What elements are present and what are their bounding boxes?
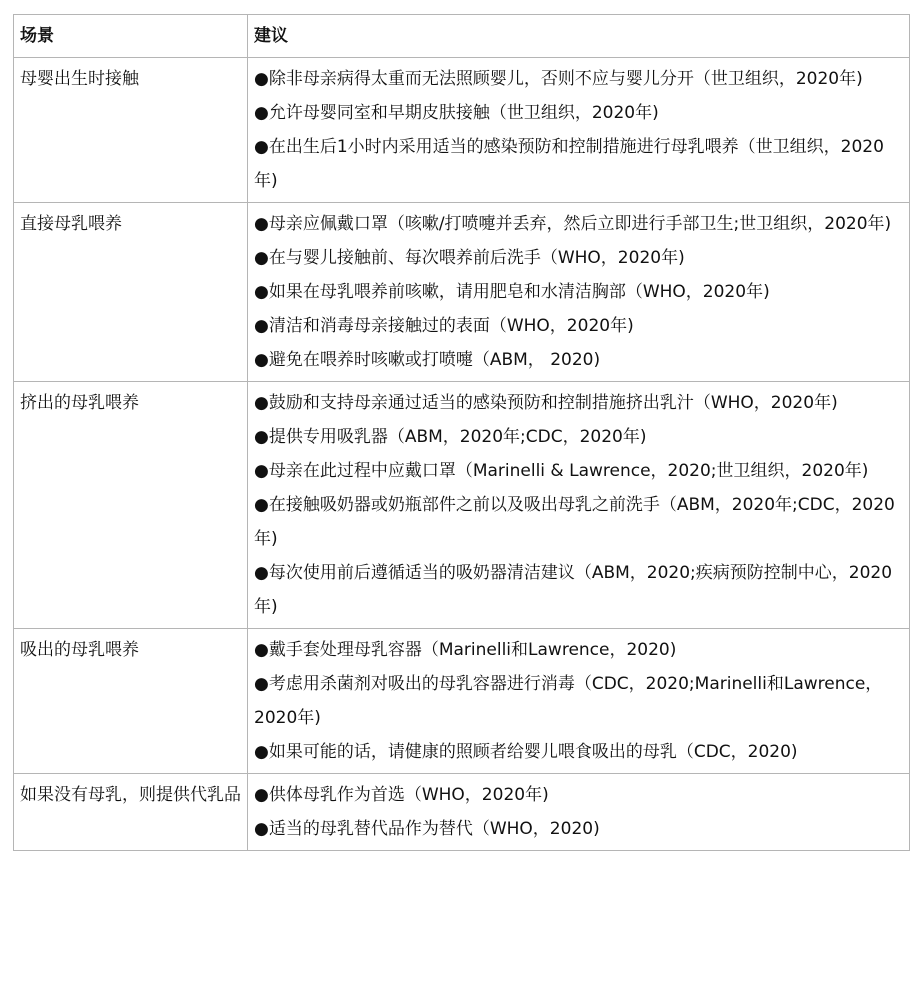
recommendation-item: ●在接触吸奶器或奶瓶部件之前以及吸出母乳之前洗手（ABM，2020年;CDC，2020年) [254, 495, 895, 549]
recommendation-item: ●供体母乳作为首选（WHO，2020年) [254, 785, 549, 805]
recommendation-item: ●戴手套处理母乳容器（Marinelli和Lawrence，2020) [254, 640, 677, 660]
recommendations-table [13, 14, 910, 851]
recommendations-cell [248, 774, 910, 851]
header-row [14, 15, 910, 58]
scenario-cell: 母婴出生时接触 [14, 58, 248, 203]
table-row [14, 382, 910, 629]
recommendations-cell [248, 203, 910, 382]
recommendation-item: ●允许母婴同室和早期皮肤接触（世卫组织，2020年) [254, 103, 659, 123]
recommendation-item: ●在与婴儿接触前、每次喂养前后洗手（WHO，2020年) [254, 248, 685, 268]
recommendation-item: ●清洁和消毒母亲接触过的表面（WHO，2020年) [254, 316, 634, 336]
recommendation-item: ●避免在喂养时咳嗽或打喷嚏（ABM， 2020) [254, 350, 601, 370]
recommendations-cell [248, 382, 910, 629]
recommendation-item: ●如果在母乳喂养前咳嗽，请用肥皂和水清洁胸部（WHO，2020年) [254, 282, 770, 302]
recommendation-item: ●母亲在此过程中应戴口罩（Marinelli & Lawrence，2020;世卫组织，2020年) [254, 461, 869, 481]
recommendation-item: ●如果可能的话，请健康的照顾者给婴儿喂食吸出的母乳（CDC，2020) [254, 742, 798, 762]
table-row [14, 774, 910, 851]
recommendations-cell [248, 58, 910, 203]
recommendation-item: ●考虑用杀菌剂对吸出的母乳容器进行消毒（CDC，2020;Marinelli和Lawrence，2020年) [254, 674, 883, 728]
header-scenario: 场景 [14, 15, 248, 58]
scenario-cell: 挤出的母乳喂养 [14, 382, 248, 629]
recommendations-cell [248, 629, 910, 774]
table-row [14, 58, 910, 203]
recommendation-item: ●每次使用前后遵循适当的吸奶器清洁建议（ABM，2020;疾病预防控制中心，2020年) [254, 563, 893, 617]
recommendation-item: ●提供专用吸乳器（ABM，2020年;CDC，2020年) [254, 427, 647, 447]
table-row [14, 629, 910, 774]
recommendation-item: ●鼓励和支持母亲通过适当的感染预防和控制措施挤出乳汁（WHO，2020年) [254, 393, 838, 413]
recommendation-item: ●母亲应佩戴口罩（咳嗽/打喷嚏并丢弃，然后立即进行手部卫生;世卫组织，2020年) [254, 214, 892, 234]
header-recommendations: 建议 [248, 15, 910, 58]
scenario-cell: 直接母乳喂养 [14, 203, 248, 382]
recommendation-item: ●除非母亲病得太重而无法照顾婴儿，否则不应与婴儿分开（世卫组织，2020年) [254, 69, 863, 89]
scenario-cell: 吸出的母乳喂养 [14, 629, 248, 774]
scenario-cell: 如果没有母乳，则提供代乳品 [14, 774, 248, 851]
recommendation-item: ●适当的母乳替代品作为替代（WHO，2020) [254, 819, 600, 839]
table-row [14, 203, 910, 382]
recommendation-item: ●在出生后1小时内采用适当的感染预防和控制措施进行母乳喂养（世卫组织，2020年) [254, 137, 884, 191]
